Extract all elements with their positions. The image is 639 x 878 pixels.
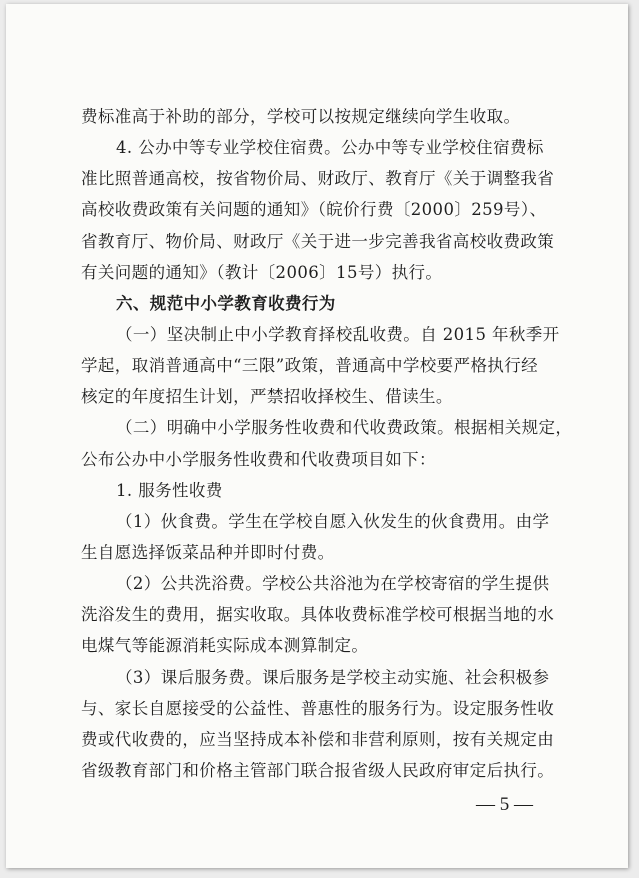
text-line: 费或代收费的，应当坚持成本补偿和非营利原则，按有关规定由 <box>81 730 555 749</box>
text-line: 生自愿选择饭菜品种并即时付费。 <box>81 543 335 562</box>
text-line: 省教育厅、物价局、财政厅《关于进一步完善我省高校收费政策 <box>81 232 555 251</box>
text-line: 准比照普通高校，按省物价局、财政厅、教育厅《关于调整我省 <box>81 169 555 188</box>
text-line: 费标准高于补助的部分，学校可以按规定继续向学生收取。 <box>81 107 521 126</box>
text-line: 洗浴发生的费用，据实收取。具体收费标准学校可根据当地的水 <box>81 605 555 624</box>
text-line: 核定的年度招生计划，严禁招收择校生、借读生。 <box>81 387 453 406</box>
page-number: — 5 — <box>476 794 533 815</box>
section-heading: 六、规范中小学教育收费行为 <box>116 294 336 313</box>
text-line: 有关问题的通知》（教计〔2006〕15号）执行。 <box>81 263 443 282</box>
text-line: 4. 公办中等专业学校住宿费。公办中等专业学校住宿费标 <box>116 138 544 157</box>
text-line: 与、家长自愿接受的公益性、普惠性的服务行为。设定服务性收 <box>81 699 555 718</box>
text-line: 学起，取消普通高中“三限”政策，普通高中学校要严格执行经 <box>81 356 539 375</box>
text-line: （2）公共洗浴费。学校公共浴池为在学校寄宿的学生提供 <box>116 574 550 593</box>
text-line: 1. 服务性收费 <box>116 481 223 500</box>
text-line: （一）坚决制止中小学教育择校乱收费。自 2015 年秋季开 <box>116 325 560 344</box>
text-line: 高校收费政策有关问题的通知》（皖价行费〔2000〕259号）、 <box>81 200 547 219</box>
text-line: 公布公办中小学服务性收费和代收费项目如下： <box>81 450 436 469</box>
document-page <box>6 4 628 868</box>
text-line: 省级教育部门和价格主管部门联合报省级人民政府审定后执行。 <box>81 761 555 780</box>
text-line: （二）明确中小学服务性收费和代收费政策。根据相关规定， <box>116 418 573 437</box>
text-line: 电煤气等能源消耗实际成本测算制定。 <box>81 636 369 655</box>
text-line: （1）伙食费。学生在学校自愿入伙发生的伙食费用。由学 <box>116 512 550 531</box>
text-line: （3）课后服务费。课后服务是学校主动实施、社会积极参 <box>116 668 550 687</box>
